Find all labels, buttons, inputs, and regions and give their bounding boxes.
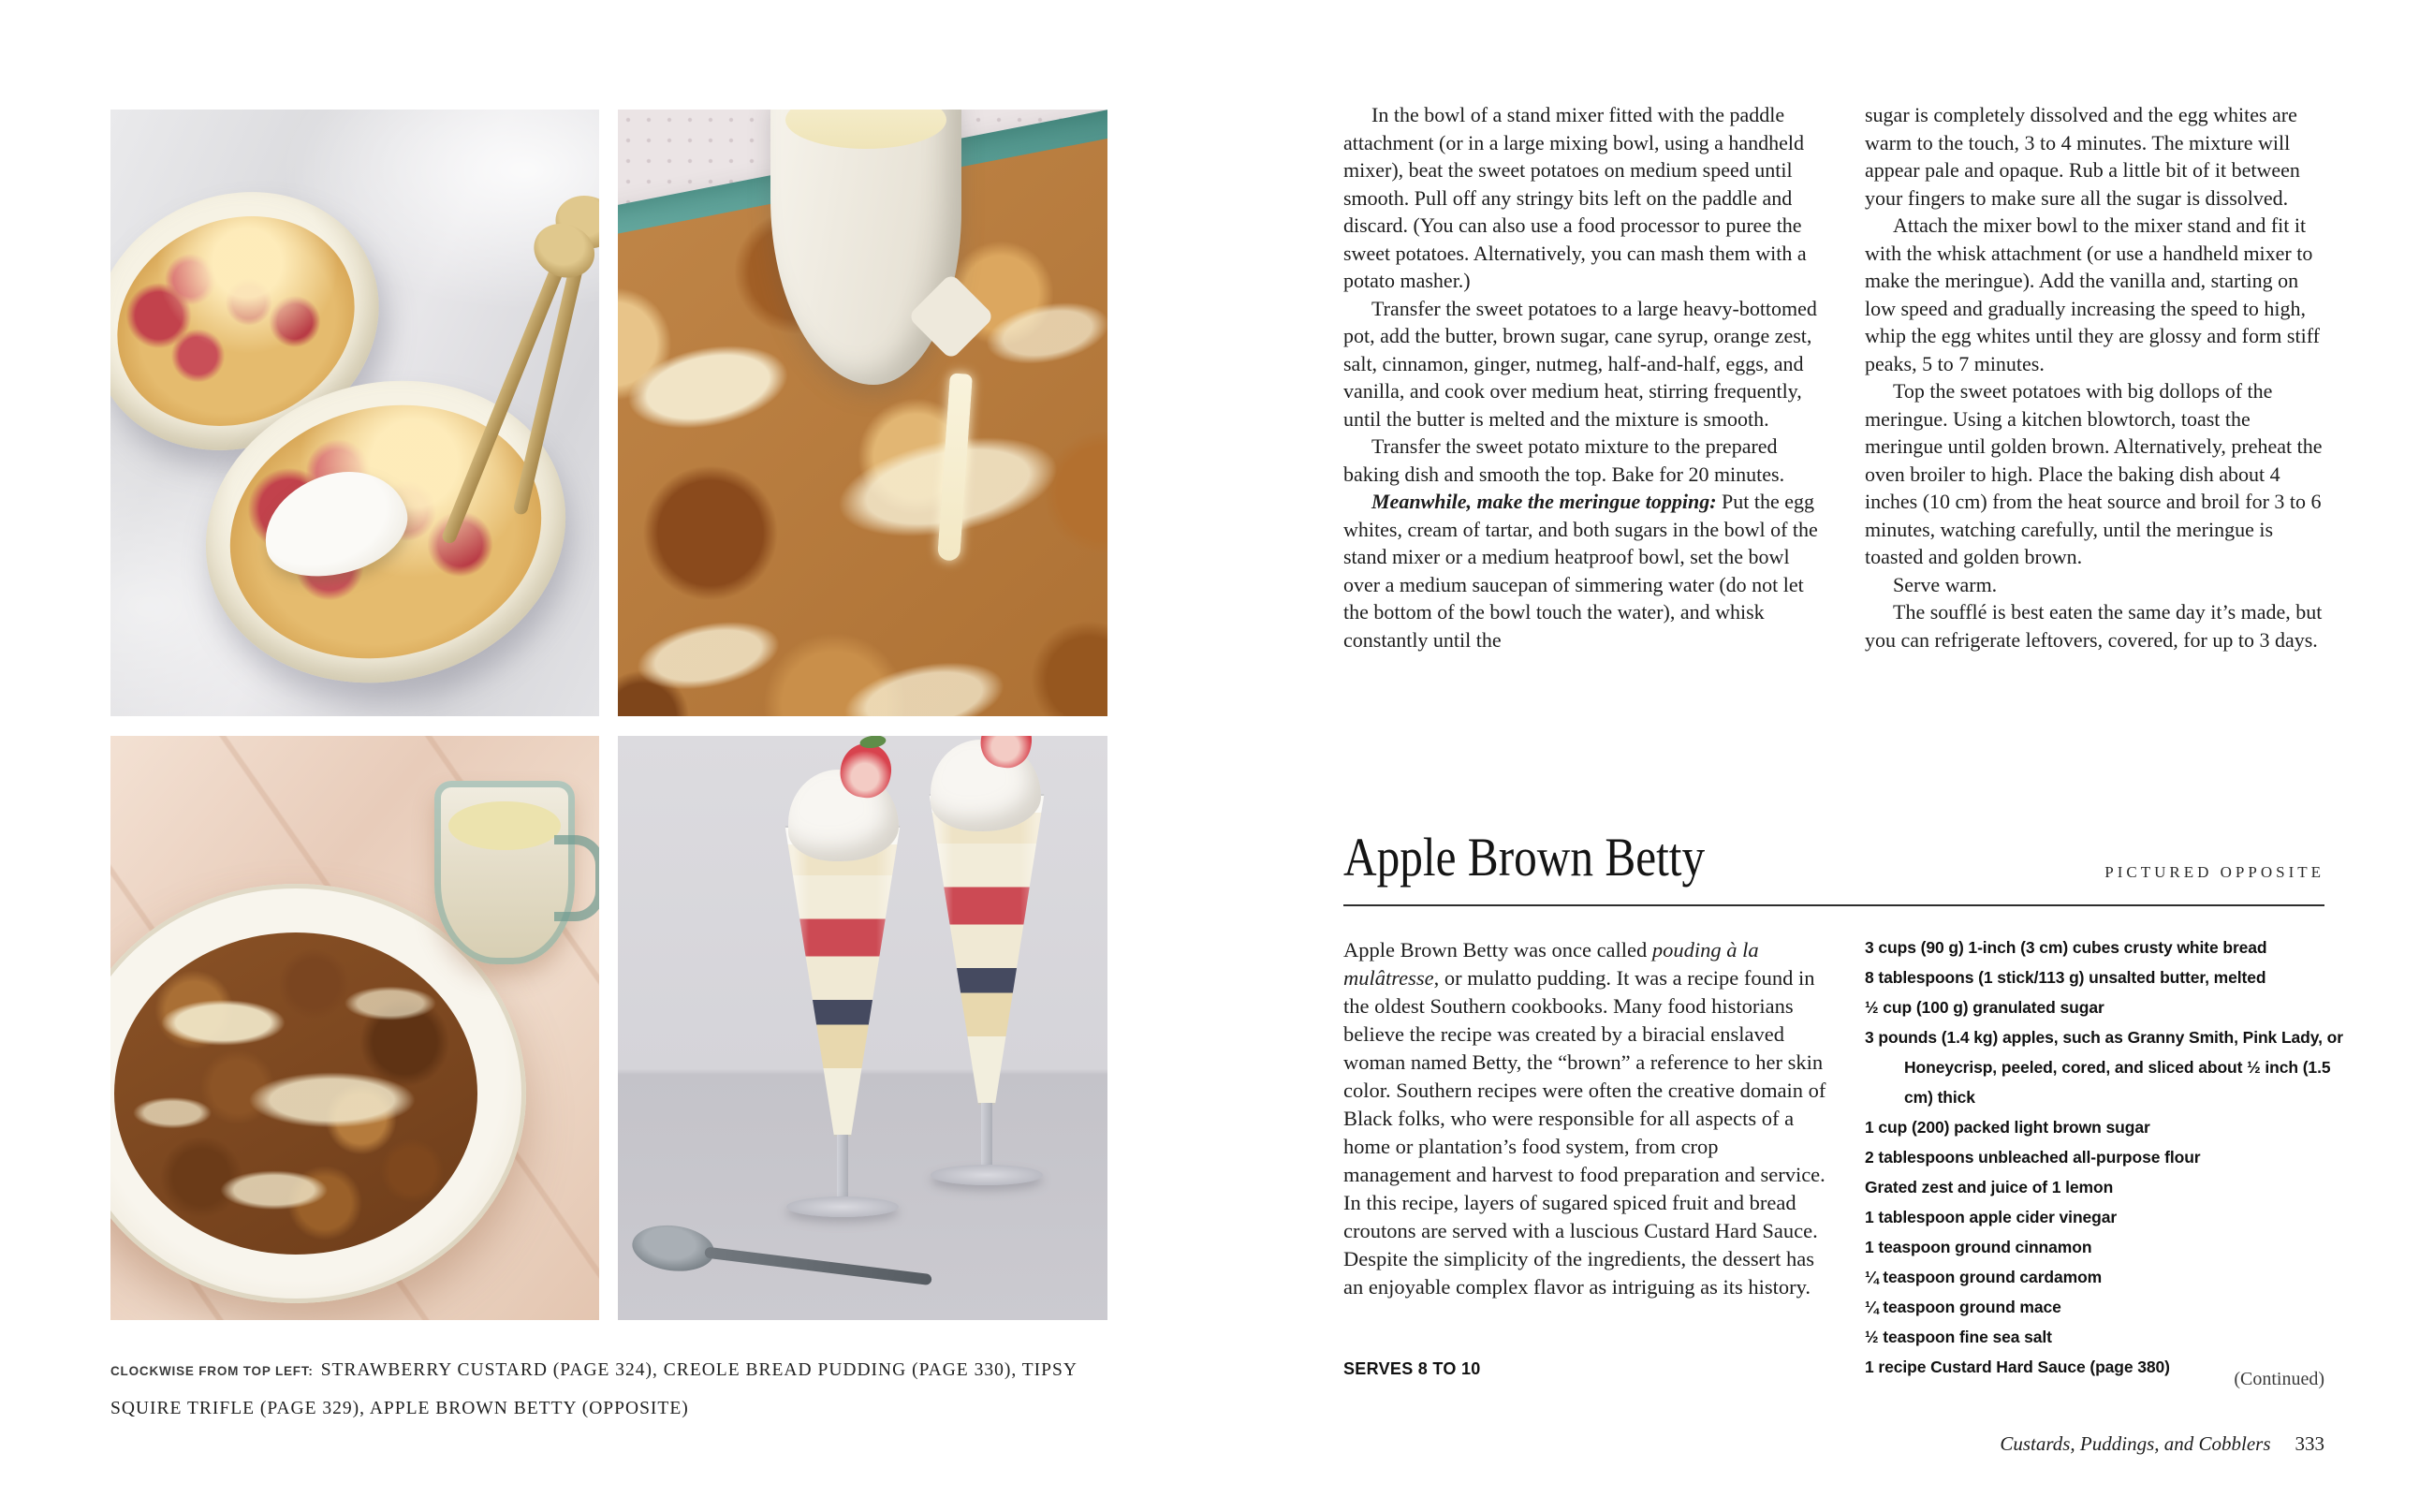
ingredient-line: ½ cup (100 g) granulated sugar xyxy=(1865,998,2104,1017)
paragraph xyxy=(1865,571,2333,599)
paragraph xyxy=(1865,101,2333,212)
paragraph xyxy=(1343,433,1827,488)
ingredient-line: 1 teaspoon ground cinnamon xyxy=(1865,1238,2092,1256)
whipped-cream xyxy=(253,458,418,590)
text-segment: Top the sweet potatoes with big dollops of the meringue. Using a kitchen blowtorch, toast the meringue until golden brown. Alternatively, preheat the oven broiler to high. Place the baking dish about 4 inches (10 cm) from the heat source and broil for 3 to 6 minutes, watching carefully, until the meringue is toasted and golden brown. xyxy=(1865,379,2323,568)
text-segment: pouding à la mulâtresse xyxy=(1343,938,1759,990)
ingredient-line: Grated zest and juice of 1 lemon xyxy=(1865,1178,2114,1196)
glass-stem xyxy=(981,1103,992,1165)
continued-note: (Continued) xyxy=(2234,1369,2324,1389)
ingredient-line: 3 cups (90 g) 1-inch (3 cm) cubes crusty white bread xyxy=(1865,938,2267,957)
text-segment: Put the egg whites, cream of tartar, and both sugars in the bowl of the stand mixer or a medium heatproof bowl, set the bowl over a medium saucepan of simmering water (do not let the bottom of the bowl touch the water), and whisk constantly until the xyxy=(1343,490,1818,652)
trifle-layers xyxy=(783,826,902,1137)
photo-tipsy-squire-trifle xyxy=(618,736,1107,1320)
text-segment: Transfer the sweet potato mixture to the prepared baking dish and smooth the top. Bake for 20 minutes. xyxy=(1343,434,1785,486)
trifle-glass xyxy=(927,794,1047,1202)
text-segment: The soufflé is best eaten the same day it’s made, but you can refrigerate leftovers, covered, for up to 3 days. xyxy=(1865,600,2323,652)
ingredient-line: 1 cup (200) packed light brown sugar xyxy=(1865,1118,2150,1137)
photo-apple-brown-betty xyxy=(110,736,599,1320)
footer-section-title: Custards, Puddings, and Cobblers xyxy=(2000,1432,2271,1455)
photo-strawberry-custard xyxy=(110,110,599,716)
ingredient-line: 1 recipe Custard Hard Sauce (page 380) xyxy=(1865,1358,2170,1376)
paragraph xyxy=(1343,295,1827,433)
ingredient-line: 2 tablespoons unbleached all-purpose flour xyxy=(1865,1148,2201,1167)
text-segment: Apple Brown Betty was once called xyxy=(1343,938,1652,962)
paragraph xyxy=(1343,101,1827,295)
ingredient-line: 1 tablespoon apple cider vinegar xyxy=(1865,1208,2118,1226)
footer-page-number: 333 xyxy=(2295,1432,2324,1455)
spoon-bowl xyxy=(630,1221,717,1275)
recipe-title-text: Apple Brown Betty xyxy=(1343,827,1706,888)
pictured-opposite-note: PICTURED OPPOSITE xyxy=(2104,863,2324,881)
trifle-glass xyxy=(783,826,902,1234)
text-segment: Meanwhile, make the meringue topping: xyxy=(1371,490,1717,513)
ingredient-line: 3 pounds (1.4 kg) apples, such as Granny Smith, Pink Lady, or Honeycrisp, peeled, cored, and sliced about ½ inch (1.5 cm) thick xyxy=(1865,1028,2343,1107)
method-column-1 xyxy=(1343,101,1827,653)
ingredient-line: ¼ teaspoon ground cardamom xyxy=(1865,1268,2103,1286)
text-segment: Serve warm. xyxy=(1893,572,1998,596)
photo-creole-bread-pudding xyxy=(618,110,1107,716)
recipe-title xyxy=(1343,828,1768,888)
recipe-intro xyxy=(1343,936,1830,1301)
text-segment: , or mulatto pudding. It was a recipe found in the oldest Southern cookbooks. Many food historians believe the recipe was created by a biracial enslaved woman named Betty, the “brown” a reference to her skin color. Southern recipes were often the creative domain of Black folks, who were responsible for all aspects of a home or plantation’s food system, from crop management and harvest to food preparation and service. In this recipe, layers of sugared spiced fruit and bread croutons are served with a luscious Custard Hard Sauce. Despite the simplicity of the ingredients, the dessert has an enjoyable complex flavor as intriguing as its history. xyxy=(1343,966,1826,1299)
page-footer xyxy=(2000,1432,2324,1456)
paragraph xyxy=(1343,936,1830,1301)
serves-line: SERVES 8 TO 10 xyxy=(1343,1359,1481,1378)
title-divider-rule xyxy=(1343,904,2324,906)
paragraph xyxy=(1865,212,2333,377)
paragraph xyxy=(1865,377,2333,571)
ingredient-line: ½ teaspoon fine sea salt xyxy=(1865,1328,2052,1346)
paragraph xyxy=(1865,598,2333,653)
glass-stem xyxy=(837,1135,848,1196)
text-segment: sugar is completely dissolved and the egg whites are warm to the touch, 3 to 4 minutes. The mixture will appear pale and opaque. Rub a little bit of it between your fingers to make sure all the sugar is dissolved. xyxy=(1865,103,2300,210)
text-segment: In the bowl of a stand mixer fitted with the paddle attachment (or in a large mixing bowl, using a handheld mixer), beat the sweet potatoes on medium speed until smooth. Pull off any stringy bits left on the paddle and discard. (You can also use a food processor to puree the sweet potatoes. Alternatively, you can mash them with a potato masher.) xyxy=(1343,103,1807,292)
ingredients-list xyxy=(1865,932,2347,1382)
caption-prefix: CLOCKWISE FROM TOP LEFT: xyxy=(110,1364,314,1378)
trifle-layers xyxy=(927,794,1047,1105)
ingredient-line: ¼ teaspoon ground mace xyxy=(1865,1298,2061,1316)
spoon-handle xyxy=(704,1246,932,1285)
custard-sauce-pitcher xyxy=(434,781,575,964)
ingredient-line: 8 tablespoons (1 stick/113 g) unsalted butter, melted xyxy=(1865,968,2266,987)
glass-foot xyxy=(786,1196,899,1217)
method-column-2 xyxy=(1865,101,2333,653)
caption-text: STRAWBERRY CUSTARD (PAGE 324), CREOLE BREAD PUDDING (PAGE 330), TIPSY SQUIRE TRIFLE (PAGE 329), APPLE BROWN BETTY (OPPOSITE) xyxy=(110,1360,1078,1418)
glass-foot xyxy=(931,1165,1043,1185)
text-segment: Transfer the sweet potatoes to a large heavy-bottomed pot, add the butter, brown sugar, cane syrup, orange zest, salt, cinnamon, ginger, nutmeg, half-and-half, eggs, and vanilla, and cook over medium heat, stirring frequently, until the butter is melted and the mixture is smooth. xyxy=(1343,296,1817,431)
apple-betty-filling xyxy=(114,932,477,1255)
paragraph xyxy=(1343,488,1827,653)
text-segment: Attach the mixer bowl to the mixer stand and fit it with the whisk attachment (or use a handheld mixer to make the meringue). Add the vanilla and, starting on low speed and gradually increasing the speed to high, whip the egg whites until they are glossy and form stiff peaks, 5 to 7 minutes. xyxy=(1865,213,2320,375)
photo-caption xyxy=(110,1352,1136,1429)
